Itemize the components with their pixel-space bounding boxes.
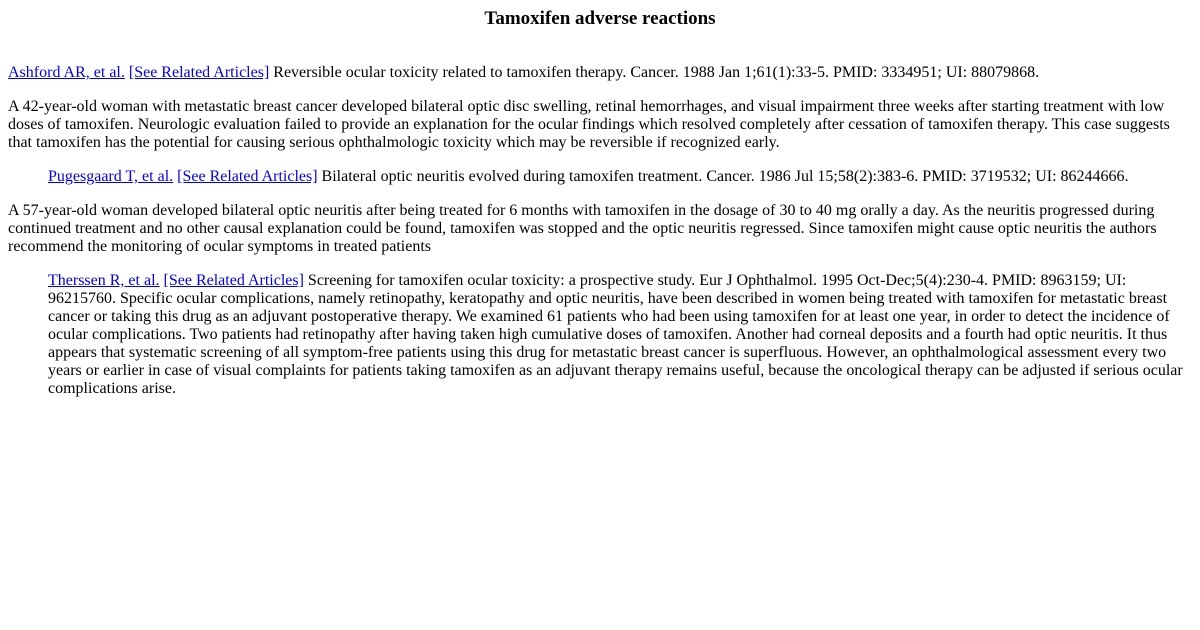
- reference-abstract: Specific ocular complications, namely retinopathy, keratopathy and optic neuritis, have been described in women being treated with tamoxifen for metastatic breast cancer or taking this drug as an adjuvant postoperative therapy. We examined 61 patients who had been using tamoxifen for at least one year, in order to detect the incidence of ocular complications. Two patients had retinopathy after having taken high cumulative doses of tamoxifen. Another had corneal deposits and a fourth had optic neuritis. It thus appears that systematic screening of all symptom-free patients using this drug for metastatic breast cancer is superfluous. However, an ophthalmological assessment every two years or earlier in case of visual complaints for patients taking tamoxifen as an adjuvant therapy remains useful, because the oncological therapy can be adjusted if serious ocular complications arise.: [48, 290, 1183, 397]
- reference-citation: [48, 272, 1192, 398]
- reference-abstract: A 57-year-old woman developed bilateral optic neuritis after being treated for 6 months with tamoxifen in the dosage of 30 to 40 mg orally a day. As the neuritis progressed during continued treatment and no other causal explanation could be found, tamoxifen was stopped and the optic neuritis regressed. Since tamoxifen might cause optic neuritis the authors recommend the monitoring of ocular symptoms in treated patients: [8, 202, 1157, 255]
- reference-abstract: A 42-year-old woman with metastatic breast cancer developed bilateral optic disc swelling, retinal hemorrhages, and visual impairment three weeks after starting treatment with low doses of tamoxifen. Neurologic evaluation failed to provide an explanation for the ocular findings which resolved completely after cessation of tamoxifen therapy. This case suggests that tamoxifen has the potential for causing serious ophthalmologic toxicity which may be reversible if recognized early.: [8, 98, 1170, 151]
- citation-text: Screening for tamoxifen ocular toxicity: a prospective study. Eur J Ophthalmol. 1995 Oct-Dec;5(4):230-4. PMID: 8963159; UI: 96215760.: [48, 272, 1127, 307]
- reference-citation: [8, 64, 1192, 82]
- related-articles-link[interactable]: [See Related Articles]: [177, 168, 318, 185]
- author-link[interactable]: Pugesgaard T, et al.: [48, 168, 174, 185]
- title-spacer: [8, 29, 1192, 64]
- citation-text: Bilateral optic neuritis evolved during tamoxifen treatment. Cancer. 1986 Jul 15;58(2):383-6. PMID: 3719532; UI: 86244666.: [317, 168, 1129, 185]
- related-articles-link[interactable]: [See Related Articles]: [163, 272, 304, 289]
- author-link[interactable]: Ashford AR, et al.: [8, 64, 125, 81]
- author-link[interactable]: Therssen R, et al.: [48, 272, 160, 289]
- page-title: Tamoxifen adverse reactions: [484, 8, 716, 29]
- citation-text: Reversible ocular toxicity related to tamoxifen therapy. Cancer. 1988 Jan 1;61(1):33-5. PMID: 3334951; UI: 88079868.: [269, 64, 1040, 81]
- related-articles-link[interactable]: [See Related Articles]: [128, 64, 270, 81]
- reference-citation: [48, 168, 1192, 186]
